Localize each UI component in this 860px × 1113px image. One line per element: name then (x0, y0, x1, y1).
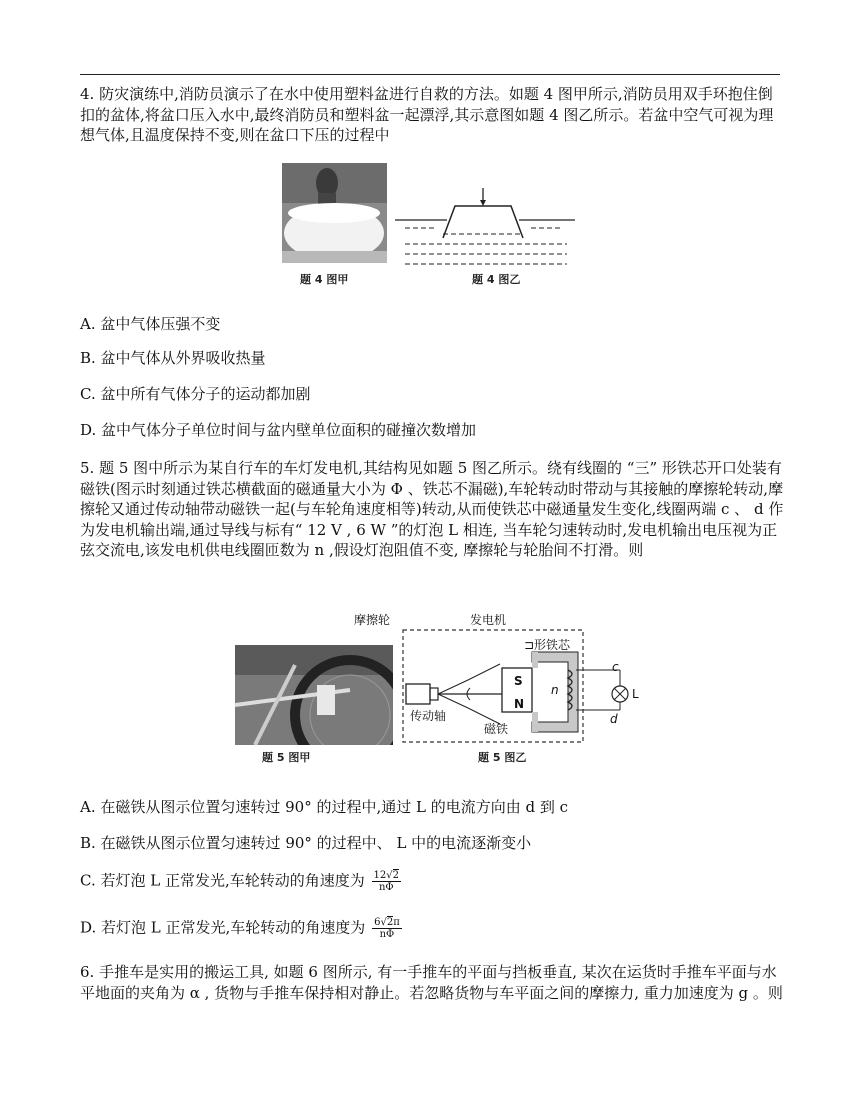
q5-label-shaft: 传动轴 (410, 709, 447, 723)
q4-option-a: A. 盆中气体压强不变 (80, 315, 221, 333)
q4-diagram (395, 188, 577, 273)
q5-label-lamp: L (632, 687, 639, 701)
q5-label-n-pole: N (514, 697, 525, 711)
q5-photo (235, 645, 393, 745)
q5-fig-a-caption: 题 5 图甲 (262, 751, 311, 764)
q5-option-d (80, 917, 402, 940)
q5-option-a: A. 在磁铁从图示位置匀速转过 90° 的过程中,通过 L 的电流方向由 d 到 c (80, 798, 569, 816)
q5-label-c: c (612, 660, 619, 674)
q5-option-d-text: D. 若灯泡 L 正常发光,车轮转动的角速度为 (80, 918, 366, 937)
q5-label-turns: n (551, 683, 559, 697)
q5-label-generator: 发电机 (470, 613, 507, 627)
top-rule (80, 74, 780, 75)
q6-stem: 6. 手推车是实用的搬运工具, 如题 6 图所示, 有一手推车的平面与挡板垂直, 某次在运货时手推车平面与水平地面的夹角为 α , 货物与手推车保持相对静止。若忽略货物与车平面之间的摩擦力, 重力加速度为 g 。则 (80, 963, 783, 1002)
q5-label-d: d (610, 712, 618, 726)
q5-label-core: ⊐形铁芯 (524, 638, 571, 652)
q4-option-d: D. 盆中气体分子单位时间与盆内壁单位面积的碰撞次数增加 (80, 421, 477, 439)
q4-fig-b-caption: 题 4 图乙 (472, 273, 521, 286)
q5-label-magnet: 磁铁 (484, 722, 509, 736)
q5-stem: 5. 题 5 图中所示为某自行车的车灯发电机,其结构见如题 5 图乙所示。绕有线圈的 “三” 形铁芯开口处装有磁铁(图示时刻通过铁芯横截面的磁通量大小为 Φ 、铁芯不漏磁),车轮转动时带动与其接触的摩擦轮转动,摩擦轮又通过传动轴带动磁铁一起(与车轮角速度相等)转动,从而使铁芯中磁通量发生变化,线圈两端 c 、 d 作为发电机输出端,通过导线与标有“ 12 V , 6 W ”的灯泡 L 相连, 当车轮匀速转动时,发电机输出电压视为正弦交流电,该发电机供电线圈匝数为 n ,假设灯泡阻值不变, 摩擦轮与轮胎间不打滑。则 (80, 459, 784, 559)
q5-label-friction-wheel: 摩擦轮 (354, 613, 391, 627)
q5-option-c (80, 870, 401, 893)
q4-stem: 4. 防灾演练中,消防员演示了在水中使用塑料盆进行自救的方法。如题 4 图甲所示,消防员用双手环抱住倒扣的盆体,将盆口压入水中,最终消防员和塑料盆一起漂浮,其示意图如题 4 图乙所示。若盆中空气可视为理想气体,且温度保持不变,则在盆口下压的过程中 (80, 85, 774, 144)
q5-fig-b-caption: 题 5 图乙 (478, 751, 527, 764)
q5-option-c-text: C. 若灯泡 L 正常发光,车轮转动的角速度为 (80, 871, 365, 890)
q5-label-s: S (514, 674, 523, 688)
q5-option-c-fraction: $\frac{12√2}{n\Phi}$ (373, 870, 400, 893)
q4-option-c: C. 盆中所有气体分子的运动都加剧 (80, 385, 311, 403)
q5-option-b: B. 在磁铁从图示位置匀速转过 90° 的过程中、 L 中的电流逐渐变小 (80, 834, 532, 852)
q4-option-b: B. 盆中气体从外界吸收热量 (80, 349, 266, 367)
q4-photo (282, 163, 387, 263)
q5-option-d-fraction: $\frac{6√2\pi}{n\Phi}$ (374, 917, 400, 940)
q4-fig-a-caption: 题 4 图甲 (300, 273, 349, 286)
